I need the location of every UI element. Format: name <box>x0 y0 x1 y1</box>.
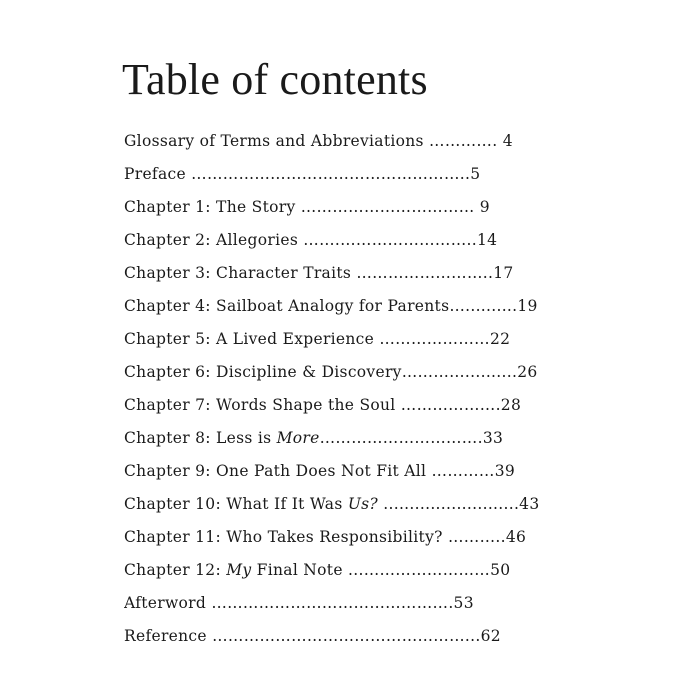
toc-entry <box>124 587 574 620</box>
toc-entry-text: Reference …………………………………………...62 <box>124 627 501 645</box>
toc-entry <box>124 257 574 290</box>
toc-entry <box>124 224 574 257</box>
toc-entry <box>124 125 574 158</box>
toc-entry <box>124 389 574 422</box>
toc-entry <box>124 521 574 554</box>
toc-entry <box>124 323 574 356</box>
toc-entry-text: Chapter 12: <box>124 561 227 579</box>
toc-entry <box>124 290 574 323</box>
toc-entry <box>124 422 574 455</box>
toc-entry-text: Chapter 10: What If It Was <box>124 495 348 513</box>
toc-entry-emphasis: More <box>276 429 320 447</box>
table-of-contents-list <box>124 125 574 653</box>
toc-entry-text: Chapter 4: Sailboat Analogy for Parents…..........19 <box>124 297 538 315</box>
toc-entry-text: Afterword ……………………………………….53 <box>124 594 474 612</box>
toc-entry <box>124 620 574 653</box>
toc-entry-text: Chapter 1: The Story …………………………… 9 <box>124 198 490 216</box>
page-title: Table of contents <box>122 55 428 104</box>
toc-entry <box>124 191 574 224</box>
toc-entry-text: ..........................43 <box>378 495 540 513</box>
toc-entry-emphasis: My <box>226 561 252 579</box>
toc-entry <box>124 356 574 389</box>
toc-entry-text: Chapter 8: Less is <box>124 429 277 447</box>
toc-entry-text: Chapter 9: One Path Does Not Fit All …………39 <box>124 462 516 480</box>
toc-entry-text: Chapter 2: Allegories …….……………………..14 <box>124 231 498 249</box>
toc-entry <box>124 554 574 587</box>
toc-entry-text: Chapter 11: Who Takes Responsibility? ………..46 <box>124 528 527 546</box>
toc-entry <box>124 455 574 488</box>
toc-entry-text: Chapter 3: Character Traits ……………………..17 <box>124 264 514 282</box>
toc-entry-emphasis: Us? <box>347 495 379 513</box>
toc-entry <box>124 488 574 521</box>
toc-entry-text: Chapter 5: A Lived Experience …………………22 <box>124 330 511 348</box>
toc-entry-text: Glossary of Terms and Abbreviations …………. 4 <box>124 132 513 150</box>
toc-entry-text: Chapter 6: Discipline & Discovery…………..........26 <box>124 363 538 381</box>
toc-entry <box>124 158 574 191</box>
toc-entry-text: ………………………….33 <box>319 429 504 447</box>
toc-entry-text: Chapter 7: Words Shape the Soul ……………….28 <box>124 396 522 414</box>
toc-entry-text: Final Note ...……………………50 <box>251 561 511 579</box>
toc-entry-text: Preface ……………………………………………..5 <box>124 165 481 183</box>
